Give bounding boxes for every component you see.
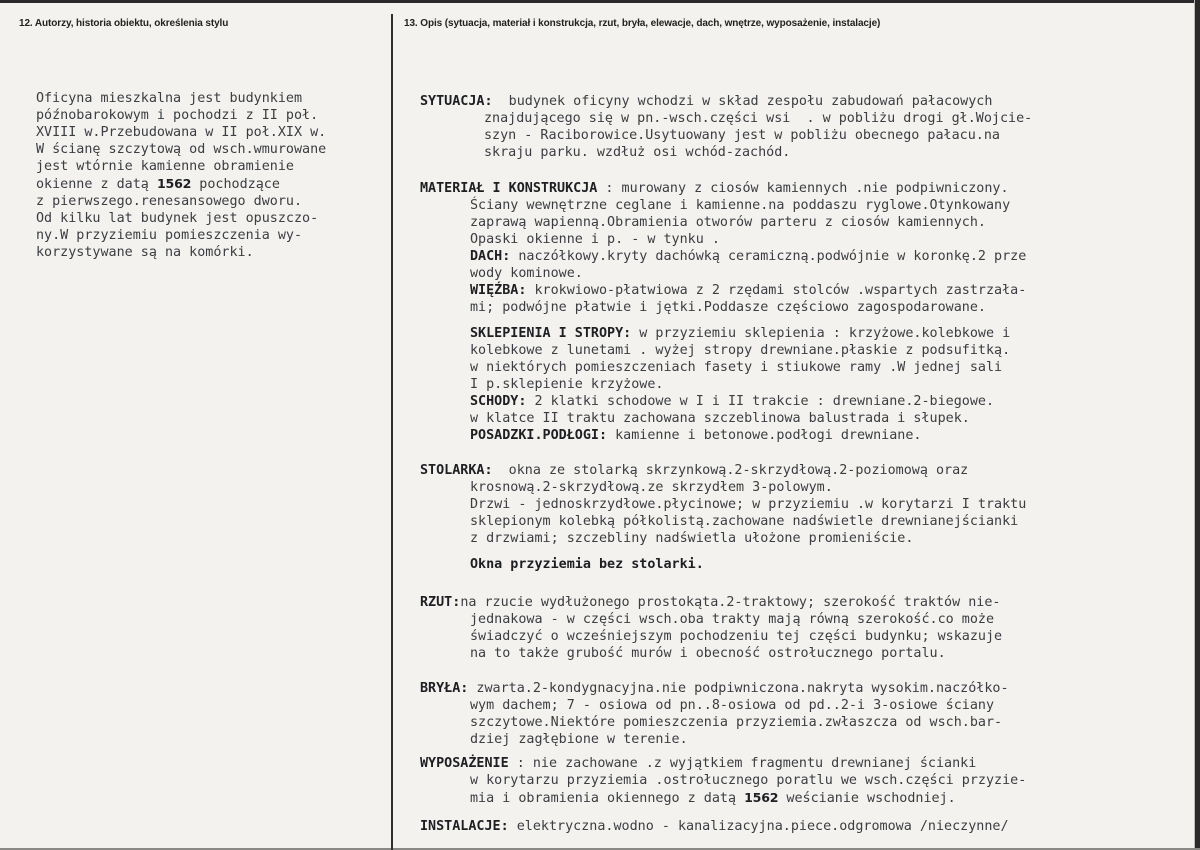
- section-line: I p.sklepienie krzyżowe.: [470, 377, 664, 392]
- section-line: mia i obramienia okiennego z datą: [470, 791, 745, 806]
- section-line: w niektórych pomieszczeniach fasety i stiukowe ramy .W jednej sali: [470, 360, 1003, 375]
- section-line: krokwiowo-płatwiowa z 2 rzędami stolców .wspartych zastrzała-: [526, 283, 1027, 298]
- section-line: wody kominowe.: [470, 266, 583, 281]
- section-line: z drzwiami; szczebliny nadświetla ułożone promieniście.: [470, 531, 914, 546]
- section-label: DACH:: [470, 249, 511, 264]
- history-text: [36, 90, 326, 261]
- section-line: kamienne i betonowe.podłogi drewniane.: [607, 428, 922, 443]
- section-label: INSTALACJE:: [420, 819, 509, 834]
- section-label: STOLARKA:: [420, 463, 493, 478]
- section-line: w korytarzu przyziemia .ostrołucznego poratlu we wsch.części przyzie-: [470, 773, 1027, 788]
- section-wyposazenie-cont: [470, 772, 1026, 807]
- section-rzut-cont: [470, 611, 1002, 662]
- section-line: Opaski okienne i p. - w tynku .: [470, 232, 720, 247]
- section-line: szczytowe.Niektóre pomieszczenia przyziemia.zwłaszcza od wsch.bar-: [470, 715, 1003, 730]
- section-label: SCHODY:: [470, 394, 527, 409]
- history-line: XVIII w.Przebudowana w II poł.XIX w.: [36, 125, 327, 140]
- section-line: szyn - Raciborowice.Usytuowany jest w pobliżu obecnego pałacu.na: [484, 128, 1000, 143]
- section-label: SYTUACJA:: [420, 94, 493, 109]
- section-label: RZUT:: [420, 595, 461, 610]
- section-label: BRYŁA:: [420, 681, 469, 696]
- history-line: jest wtórnie kamienne obramienie: [36, 159, 294, 174]
- section-line: w przyziemiu sklepienia : krzyżowe.kolebkowe i: [631, 326, 1011, 341]
- section-line: znajdującego się w pn.-wsch.części wsi . w pobliżu drogi gł.Wojcie-: [484, 111, 1033, 126]
- section-material-cont: [470, 197, 1026, 316]
- section-line: mi; podwójne płatwie i jętki.Poddasze częściowo zagospodarowane.: [470, 300, 986, 315]
- section-wyposazenie: [420, 755, 976, 772]
- top-border: [0, 0, 1200, 3]
- section-sytuacja: [420, 93, 992, 110]
- section-label: WYPOSAŻENIE: [420, 756, 509, 771]
- section-stolarka: [420, 462, 968, 479]
- section-line: Ściany wewnętrzne ceglane i kamienne.na poddaszu ryglowe.Otynkowany: [470, 198, 1011, 213]
- section-line: w klatce II traktu zachowana szczeblinowa balustrada i słupek.: [470, 411, 970, 426]
- section-line: : murowany z ciosów kamiennych .nie podpiwniczony.: [597, 181, 1009, 196]
- section-line: skraju parku. wzdłuż osi wchód-zachód.: [484, 145, 791, 160]
- section-line: jednakowa - w części wsch.oba trakty mają równą szerokość.co może: [470, 612, 995, 627]
- history-line: pochodzące: [191, 177, 280, 192]
- section-sklepienia: [470, 325, 1010, 444]
- section-line: dziej zagłębione w terenie.: [470, 732, 688, 747]
- section-rzut: [420, 594, 1000, 611]
- section-label: SKLEPIENIA I STROPY:: [470, 326, 632, 341]
- right-border-inner: [1194, 0, 1195, 850]
- section-line: zaprawą wapienną.Obramienia otworów parteru z ciosów kamiennych.: [470, 215, 986, 230]
- section-line: : nie zachowane .z wyjątkiem fragmentu drewnianej ścianki: [508, 756, 977, 771]
- section-line: na to także grubość murów i obecność ostrołucznego portalu.: [470, 646, 946, 661]
- history-line: Oficyna mieszkalna jest budynkiem: [36, 91, 303, 106]
- right-column-header: 13. Opis (sytuacja, materiał i konstrukcja, rzut, bryła, elewacje, dach, wnętrze, wyposażenie, instalacje): [404, 18, 881, 29]
- section-bryla-cont: [470, 697, 1002, 748]
- column-divider: [391, 14, 393, 850]
- section-line: zwarta.2-kondygnacyjna.nie podpiwniczona.nakryta wysokim.naczółko-: [468, 681, 1009, 696]
- section-line: krosnową.2-skrzydłową.ze skrzydłem 3-polowym.: [470, 480, 833, 495]
- section-line: 2 klatki schodowe w I i II trakcie : drewniane.2-biegowe.: [526, 394, 995, 409]
- history-year: 1562: [156, 176, 192, 191]
- history-line: z pierwszego.renesansowego dworu.: [36, 194, 303, 209]
- section-line: Drzwi - jednoskrzydłowe.płycinowe; w przyziemiu .w korytarzi I traktu: [470, 497, 1027, 512]
- stolarka-note: Okna przyziemia bez stolarki.: [470, 557, 704, 572]
- section-material: [420, 180, 1009, 197]
- section-label: POSADZKI.PODŁOGI:: [470, 428, 608, 443]
- section-label: MATERIAŁ I KONSTRUKCJA: [420, 181, 598, 196]
- section-line: wym dachem; 7 - osiowa od pn..8-osiowa od pd..2-i 3-osiowe ściany: [470, 698, 995, 713]
- history-line: W ścianę szczytową od wsch.wmurowane: [36, 142, 327, 157]
- section-line: weścianie wschodniej.: [778, 791, 956, 806]
- section-instalacje: [420, 818, 1009, 835]
- section-line: elektryczna.wodno - kanalizacyjna.piece.odgromowa /nieczynne/: [508, 819, 1009, 834]
- section-sytuacja-cont: [484, 110, 1032, 161]
- left-column-header: 12. Autorzy, historia obiektu, określenia stylu: [19, 18, 229, 29]
- history-line: okienne z datą: [36, 177, 157, 192]
- section-line: świadczyć o wcześniejszym pochodzeniu tej części budynku; wskazuje: [470, 629, 1003, 644]
- wyposazenie-year: 1562: [744, 790, 779, 805]
- section-line: na rzucie wydłużonego prostokąta.2-traktowy; szerokość traktów nie-: [460, 595, 1001, 610]
- section-line: okna ze stolarką skrzynkową.2-skrzydłową.2-poziomową oraz: [492, 463, 969, 478]
- history-line: Od kilku lat budynek jest opuszczo-: [36, 211, 319, 226]
- right-border: [1195, 0, 1200, 850]
- section-stolarka-note: [470, 556, 704, 573]
- section-label: WIĘŹBA:: [470, 283, 527, 298]
- section-stolarka-cont: [470, 479, 1026, 547]
- section-line: kolebkowe z lunetami . wyżej stropy drewniane.płaskie z podsufitką.: [470, 343, 1011, 358]
- section-bryla: [420, 680, 1009, 697]
- section-line: sklepionym kolebką półkolistą.zachowane nadświetle drewnianejścianki: [470, 514, 1019, 529]
- history-line: ny.W przyziemiu pomieszczenia wy-: [36, 228, 303, 243]
- history-line: późnobarokowym i pochodzi z II poł.: [36, 108, 319, 123]
- section-line: naczółkowy.kryty dachówką ceramiczną.podwójnie w koronkę.2 prze: [510, 249, 1027, 264]
- history-line: korzystywane są na komórki.: [36, 245, 254, 260]
- section-line: budynek oficyny wchodzi w skład zespołu zabudowań pałacowych: [492, 94, 993, 109]
